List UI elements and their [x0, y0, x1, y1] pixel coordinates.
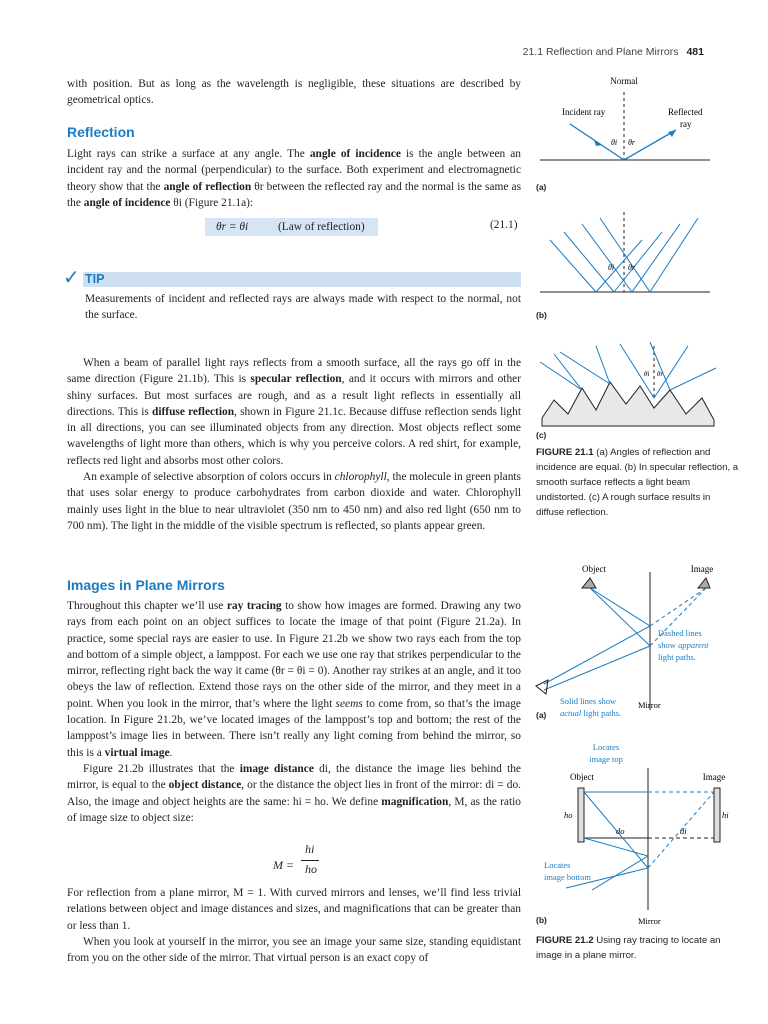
eye-icon [536, 680, 548, 694]
fig-label-a: (a) [536, 182, 547, 192]
mag-lhs: M = [273, 858, 295, 872]
fig-label-2b: (b) [536, 915, 547, 925]
theta-r: θr [628, 138, 636, 147]
figure-21-2-caption: FIGURE 21.2 Using ray tracing to locate an image in a plane mirror. [536, 935, 721, 961]
reflected-ray [670, 368, 716, 390]
tip-label: TIP [85, 272, 105, 286]
heading-reflection: Reflection [67, 124, 135, 140]
normal-label: Normal [610, 76, 638, 86]
object-label: Object [582, 564, 606, 574]
page-number: 481 [686, 46, 704, 58]
locates-top-2: image top [589, 754, 623, 764]
arrow-icon [668, 130, 676, 137]
equation-label: (Law of reflection) [278, 221, 365, 233]
figure-21-1c [530, 338, 730, 428]
mag-numerator: hi [305, 842, 315, 856]
paragraph-reflection: Light rays can strike a surface at any angle. The angle of incidence is the angle between an incident ray and the normal (perpendicular) to the surface. Both experiment and electromagnetic theory show that the angle of reflection θr between the reflected ray and the normal is the same as the angle of incidence θi (Figure 21.1a): [67, 148, 522, 209]
running-header [523, 46, 704, 58]
dashed-label-2: show apparent [658, 640, 709, 650]
heading-images: Images in Plane Mirrors [67, 577, 225, 593]
locates-bottom-1: Locates [544, 860, 571, 870]
incident-ray [582, 224, 632, 292]
solid-ray [592, 856, 648, 890]
incident-ray [564, 232, 614, 292]
check-icon: ✓ [63, 265, 80, 289]
hi-label: hi [722, 810, 729, 820]
solid-ray [544, 646, 650, 690]
do-label: do [616, 826, 625, 836]
reflected-ray [632, 224, 680, 292]
theta-i: θi [608, 263, 615, 272]
reflected-label-2: ray [680, 119, 692, 129]
reflected-ray [596, 346, 610, 384]
paragraph-intro: with position. But as long as the wavelength is negligible, these situations are described by geometrical optics. [67, 78, 521, 107]
fraction-bar [301, 860, 319, 861]
solid-ray [590, 588, 650, 626]
fig-label-2a: (a) [536, 710, 547, 720]
figure-21-1-caption: FIGURE 21.1 (a) Angles of reflection and incidence are equal. (b) In specular reflection, a smooth surface reflects a light beam undistorted. (c) A rough surface results in diffuse reflection. [536, 447, 739, 518]
incident-ray [540, 362, 582, 390]
lamppost-object [578, 788, 584, 842]
fig-label-b: (b) [536, 310, 547, 320]
di-label: di [680, 826, 687, 836]
image-triangle [698, 578, 710, 588]
mirror-label: Mirror [638, 916, 661, 926]
equation-box [205, 218, 378, 236]
incident-ray [560, 352, 610, 384]
incident-ray [550, 240, 596, 292]
solid-ray [590, 588, 650, 646]
lamppost-image [714, 788, 720, 842]
equation-number: (21.1) [490, 219, 518, 231]
section-title: 21.1 Reflection and Plane Mirrors [522, 46, 679, 58]
dashed-label-3: light paths. [658, 652, 696, 662]
paragraph-images: Throughout this chapter we’ll use ray tracing to show how images are formed. Drawing any two rays from each point on an object suffices to locate the image of that point (Figure 21.2a). In practice, some special rays are easier to use. In Figure 21.2b we show two rays each from the top and bottom of a simple object, a lamppost. For each we use one ray that strikes perpendicular to the mirror, reflecting right back the way it came (θr = θi = 0). Another ray strikes at an angle, and it too obeys the law of reflection. Extend those rays on the other side of the mirror, and they meet in a point. When you look in the mirror, that’s where the light seems to come from, so that’s the image location. In Figure 21.2b, we’ve located images of the lamppost’s top and bottom; the rest of the lamppost’s image lies in between. There isn’t really any light coming from behind the mirror, so this is a virtual image. Figure 21.2b illustrates that the image distance di, the distance the image lies behind the mirror, is equal to the object distance, or the distance the object lies in front of the mirror: di = do. Also, the image and object heights are the same: hi = ho. We define magnification, M, as the ratio of image size to object size: [67, 600, 521, 824]
equation-formula: θr = θi [216, 221, 249, 233]
mag-denominator: ho [305, 862, 317, 876]
incident-label: Incident ray [562, 107, 606, 117]
incident-ray [600, 218, 650, 292]
reflected-ray [554, 354, 582, 390]
tip-bar [83, 272, 521, 287]
reflected-label-1: Reflected [668, 107, 703, 117]
fig-label-c: (c) [536, 430, 547, 440]
dashed-ray [650, 588, 706, 626]
solid-label-2: actual light paths. [560, 708, 622, 718]
locates-top-1: Locates [592, 742, 620, 752]
solid-label-1: Solid lines show [560, 696, 617, 706]
solid-ray [584, 838, 648, 856]
object-triangle [582, 578, 596, 588]
figure-21-1b [530, 210, 730, 300]
figure-21-1a [530, 70, 730, 170]
figure-21-2b [530, 738, 740, 928]
theta-r: θr [657, 370, 664, 378]
ho-label: ho [564, 810, 573, 820]
paragraph-plane-mirror: For reflection from a plane mirror, M = 1. With curved mirrors and lenses, we’ll find less trivial relations between object and image distances and sizes, and magnifications that can be greater than or less than 1. When you look at yourself in the mirror, you see an image your same size, standing equidistant from you on the other side of the mirror. That virtual person is an exact copy of [67, 887, 521, 965]
theta-r: θr [628, 263, 636, 272]
paragraph-specular: When a beam of parallel light rays reflects from a smooth surface, all the rays go off in the same direction (Figure 21.1b). This is specular reflection, and it occurs with mirrors and other shiny surfaces. But most surfaces are rough, and as a result light reflects in essentially all directions. This is diffuse reflection, shown in Figure 21.1c. Because diffuse reflection sends light in all directions, you can see illuminated objects from any direction. Most objects reflect some wavelengths of light more than others, which is why you perceive colors. A red shirt, for example, reflects red light and absorbs most other colors. An example of selective absorption of colors occurs in chlorophyll, the molecule in green plants that uses solar energy to produce carbohydrates from carbon dioxide and water. Chlorophyll mainly uses light in the blue to near ultraviolet (350 nm to 450 nm) and also red light (650 nm to 700 nm). The light in the middle of the visible spectrum is reflected, so plants appear green. [67, 357, 522, 532]
object-label: Object [570, 772, 594, 782]
incident-ray [650, 342, 670, 390]
locates-bottom-2: image bottom [544, 872, 591, 882]
image-label: Image [690, 564, 714, 574]
theta-i: θi [644, 370, 650, 378]
dashed-label-1: Dashed lines [658, 628, 702, 638]
mirror-label: Mirror [638, 700, 661, 710]
image-label: Image [702, 772, 726, 782]
figure-21-2a [530, 560, 740, 720]
solid-ray [544, 626, 650, 684]
arrow-icon [594, 140, 602, 146]
tip-text: Measurements of incident and reflected rays are always made with respect to the normal, not the surface. [85, 293, 521, 322]
rough-surface [542, 382, 714, 426]
theta-i: θi [611, 138, 618, 147]
reflected-ray [650, 218, 698, 292]
